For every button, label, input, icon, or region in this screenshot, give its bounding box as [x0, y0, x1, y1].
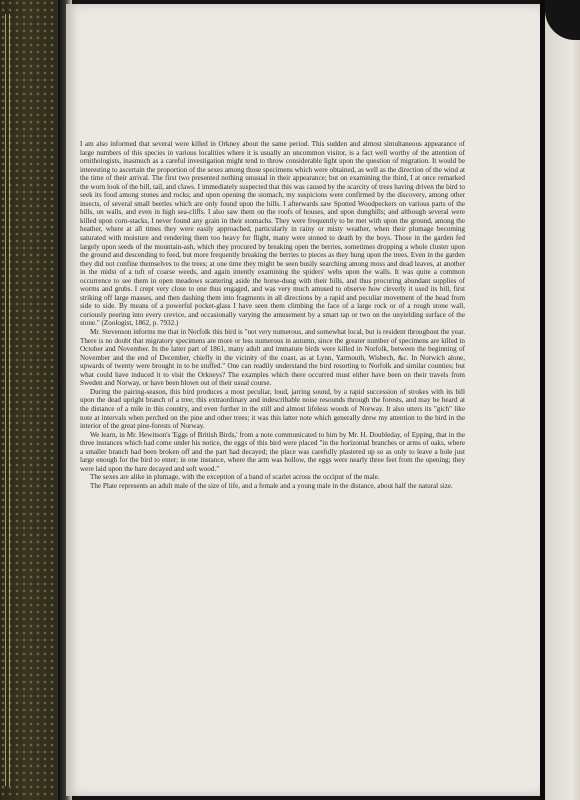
- paragraph: During the pairing-season, this bird produces a most peculiar, loud, jarring sound, by a rapid succession of strokes with its bill upon the dead upright branch of a tree; this extraordinary and indescribable noise resounds through the forests, and may be heard at the distance of a mile in this country, and even further in the still and almost lifeless woods of Norway. It also utters its "gich" like note at intervals when perched on the pine and other trees; it was this latter note which generally drew my attention to the bird in the interior of the great pine-forests of Norway.: [80, 387, 465, 431]
- paragraph: We learn, in Mr. Hewitson's 'Eggs of British Birds,' from a note communicated to him by Mr. H. Doubleday, of Epping, that in the three instances which had come under his notice, the eggs of this bird were placed "in the horizontal branches or arms of oaks, where a smaller branch had been broken off and the part had decayed; the place was carefully plastered up so as only to leave a hole just large enough for the bird to enter; in one instance, where the arm was hollow, the eggs were nearly three feet from the opening; they were laid upon the bare decayed and soft wood.": [80, 430, 465, 473]
- paragraph: I am also informed that several were killed in Orkney about the same period. This sudden and almost simultaneous appearance of large numbers of this species in various localities where it is usually an uncommon visitor, is a fact well worthy of the attention of ornithologists, inasmuch as a careful investigation might tend to throw considerable light upon the question of migration. It would be interesting to ascertain the proportion of the sexes among those specimens which were obtained, as well as the direction of the wind at the time of their arrival. The first two presented nothing unusual in their appearance; but on examining the third, I at once remarked the worn look of the bill, tail, and claws. I immediately suspected that this was caused by the scarcity of trees having driven the bird to seek its food among stones and rocks; and upon opening the stomach, my suspicions were confirmed by the discovery, among other insects, of several small beetles which are only found upon the hills. I afterwards saw Spotted Woodpeckers on various parts of the hills, on walls, and even in high sea-cliffs. I also saw them on the roofs of houses, and upon dunghills; and although several were killed upon corn-stacks, I never found any grain in their stomachs. They were frequently to be met with upon the ground, among the heather, where at all times they were easily approached, particularly in rainy or misty weather, when their plumage becoming saturated with moisture and rendering them too heavy for flight, many were stoned to death by the boys. Those in the garden fed largely upon seeds of the mountain-ash, which they procured by breaking open the berries, sometimes dropping a whole cluster upon the ground and descending to feed, but more frequently breaking the berries to pieces as they hung upon the trees. Even in the garden they did not confine themselves to the trees; at one time they might be seen busily searching among moss and dead leaves, at another in the midst of a tuft of coarse weeds, and again intently examining the spiders' webs upon the walls. It was quite a common occurrence to see them in open meadows scattering aside the horse-dung with their bills, and thus procuring abundant supplies of worms and grubs. I crept very close to one thus engaged, and was very much amused to observe how cleverly it used its bill, first striking off large masses, and then dashing them into fragments in all directions by a rapid and peculiar movement of the head from side to side. By means of a powerful pocket-glass I have seen them climbing the face of a large rock or of a rough stone wall, curiously peering into every crevice, and occasionally varying the amusement by a smart tap or two on the unyielding surface of the stone." (Zoologist, 1862, p. 7932.): [80, 140, 465, 328]
- paragraph: The sexes are alike in plumage, with the exception of a band of scarlet across the occiput of the male.: [90, 473, 380, 482]
- book-cover-edge: [0, 0, 67, 800]
- paragraph: Mr. Stevenson informs me that in Norfolk this bird is "not very numerous, and somewhat local, but is resident throughout the year. There is no doubt that migratory specimens are more or less numerous in autumn, since the greater number of specimens are killed in October and November. In the latter part of 1861, many adult and immature birds were killed in Norfolk, between the beginning of November and the end of December, chiefly in the vicinity of the coast, as at Lynn, Yarmouth, Wisbech, &c. In Norwich alone, upwards of twenty were brought in to be stuffed." One can readily understand the bird resorting to Norfolk and similar counties; but what could have induced it to visit the Orkneys? The examples which there occurred must either have been on their travels from Sweden and Norway, or have been blown out of their usual course.: [80, 328, 465, 388]
- page-text: [80, 140, 465, 490]
- cover-border-line: [5, 14, 6, 786]
- next-page-edge: [540, 0, 580, 800]
- cover-border-line: [9, 14, 10, 786]
- paragraph: The Plate represents an adult male of the size of life, and a female and a young male in the distance, about half the natural size.: [90, 481, 453, 490]
